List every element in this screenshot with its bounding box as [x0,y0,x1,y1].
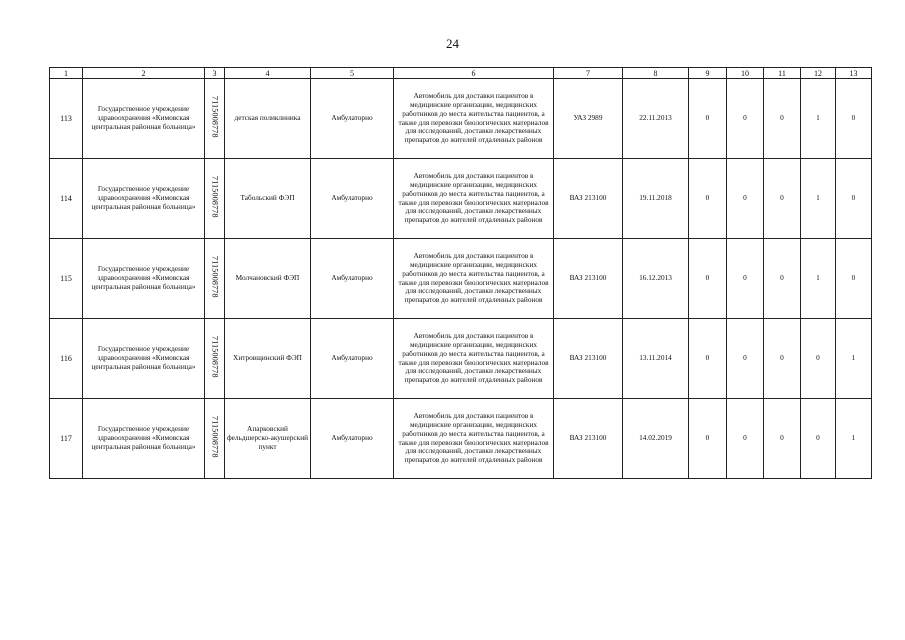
organization-name: Государственное учреждение здравоохранения «Кимовская центральная районная больница» [83,239,205,319]
vehicle-date: 13.11.2014 [623,319,689,399]
col-header: 9 [689,68,727,79]
care-type: Амбулаторно [311,319,394,399]
value-col-10: 0 [727,239,764,319]
organization-name: Государственное учреждение здравоохранения «Кимовская центральная районная больница» [83,319,205,399]
table-row [50,399,872,479]
value-col-12: 0 [801,399,836,479]
vehicle-model: ВАЗ 213100 [554,159,623,239]
vehicle-model: ВАЗ 213100 [554,319,623,399]
row-number: 116 [50,319,83,399]
value-col-13: 0 [836,239,872,319]
col-header: 5 [311,68,394,79]
table-row [50,319,872,399]
column-number-row [50,68,872,79]
vehicle-date: 16.12.2013 [623,239,689,319]
inn-value: 7115008778 [210,416,220,458]
vehicle-date: 14.02.2019 [623,399,689,479]
value-col-12: 1 [801,239,836,319]
row-number: 117 [50,399,83,479]
care-type: Амбулаторно [311,159,394,239]
unit-name: Молчановский ФЭП [225,239,311,319]
value-col-9: 0 [689,159,727,239]
vehicle-table [49,67,872,479]
row-number: 115 [50,239,83,319]
value-col-9: 0 [689,399,727,479]
unit-name: Табольский ФЭП [225,159,311,239]
vehicle-date: 22.11.2013 [623,79,689,159]
page-number: 24 [446,36,459,51]
vehicle-purpose: Автомобиль для доставки пациентов в медицинские организации, медицинских работников до места жительства пациентов, а также для перевозки биологических материалов для исследований, доставки лекарственных препаратов до жителей отдаленных районов [394,319,554,399]
value-col-11: 0 [764,159,801,239]
row-number: 114 [50,159,83,239]
organization-name: Государственное учреждение здравоохранения «Кимовская центральная районная больница» [83,399,205,479]
value-col-11: 0 [764,399,801,479]
vehicle-model: ВАЗ 213100 [554,399,623,479]
inn-cell [205,79,225,159]
row-number: 113 [50,79,83,159]
inn-cell [205,239,225,319]
unit-name: Хитровщинский ФЭП [225,319,311,399]
vehicle-purpose: Автомобиль для доставки пациентов в медицинские организации, медицинских работников до места жительства пациентов, а также для перевозки биологических материалов для исследований, доставки лекарственных препаратов до жителей отдаленных районов [394,79,554,159]
value-col-12: 1 [801,79,836,159]
value-col-11: 0 [764,79,801,159]
col-header: 11 [764,68,801,79]
value-col-9: 0 [689,319,727,399]
col-header: 8 [623,68,689,79]
vehicle-date: 19.11.2018 [623,159,689,239]
inn-value: 7115008778 [210,96,220,138]
inn-value: 7115008778 [210,256,220,298]
col-header: 6 [394,68,554,79]
inn-value: 7115008778 [210,176,220,218]
care-type: Амбулаторно [311,79,394,159]
col-header: 7 [554,68,623,79]
value-col-13: 0 [836,79,872,159]
inn-cell [205,159,225,239]
value-col-12: 0 [801,319,836,399]
vehicle-model: ВАЗ 213100 [554,239,623,319]
value-col-13: 0 [836,159,872,239]
value-col-10: 0 [727,319,764,399]
table-row [50,79,872,159]
vehicle-purpose: Автомобиль для доставки пациентов в медицинские организации, медицинских работников до места жительства пациентов, а также для перевозки биологических материалов для исследований, доставки лекарственных препаратов до жителей отдаленных районов [394,239,554,319]
organization-name: Государственное учреждение здравоохранения «Кимовская центральная районная больница» [83,159,205,239]
inn-cell [205,319,225,399]
value-col-11: 0 [764,319,801,399]
col-header: 4 [225,68,311,79]
value-col-12: 1 [801,159,836,239]
col-header: 12 [801,68,836,79]
value-col-10: 0 [727,399,764,479]
col-header: 1 [50,68,83,79]
value-col-11: 0 [764,239,801,319]
value-col-10: 0 [727,159,764,239]
value-col-13: 1 [836,319,872,399]
vehicle-purpose: Автомобиль для доставки пациентов в медицинские организации, медицинских работников до места жительства пациентов, а также для перевозки биологических материалов для исследований, доставки лекарственных препаратов до жителей отдаленных районов [394,159,554,239]
col-header: 10 [727,68,764,79]
table-row [50,159,872,239]
vehicle-purpose: Автомобиль для доставки пациентов в медицинские организации, медицинских работников до места жительства пациентов, а также для перевозки биологических материалов для исследований, доставки лекарственных препаратов до жителей отдаленных районов [394,399,554,479]
unit-name: детская поликлиника [225,79,311,159]
unit-name: Апарковский фельдшерско-акушерский пункт [225,399,311,479]
col-header: 3 [205,68,225,79]
organization-name: Государственное учреждение здравоохранения «Кимовская центральная районная больница» [83,79,205,159]
value-col-10: 0 [727,79,764,159]
care-type: Амбулаторно [311,239,394,319]
value-col-9: 0 [689,239,727,319]
inn-cell [205,399,225,479]
inn-value: 7115008778 [210,336,220,378]
col-header: 2 [83,68,205,79]
table-row [50,239,872,319]
care-type: Амбулаторно [311,399,394,479]
vehicle-model: УАЗ 2989 [554,79,623,159]
col-header: 13 [836,68,872,79]
value-col-13: 1 [836,399,872,479]
value-col-9: 0 [689,79,727,159]
